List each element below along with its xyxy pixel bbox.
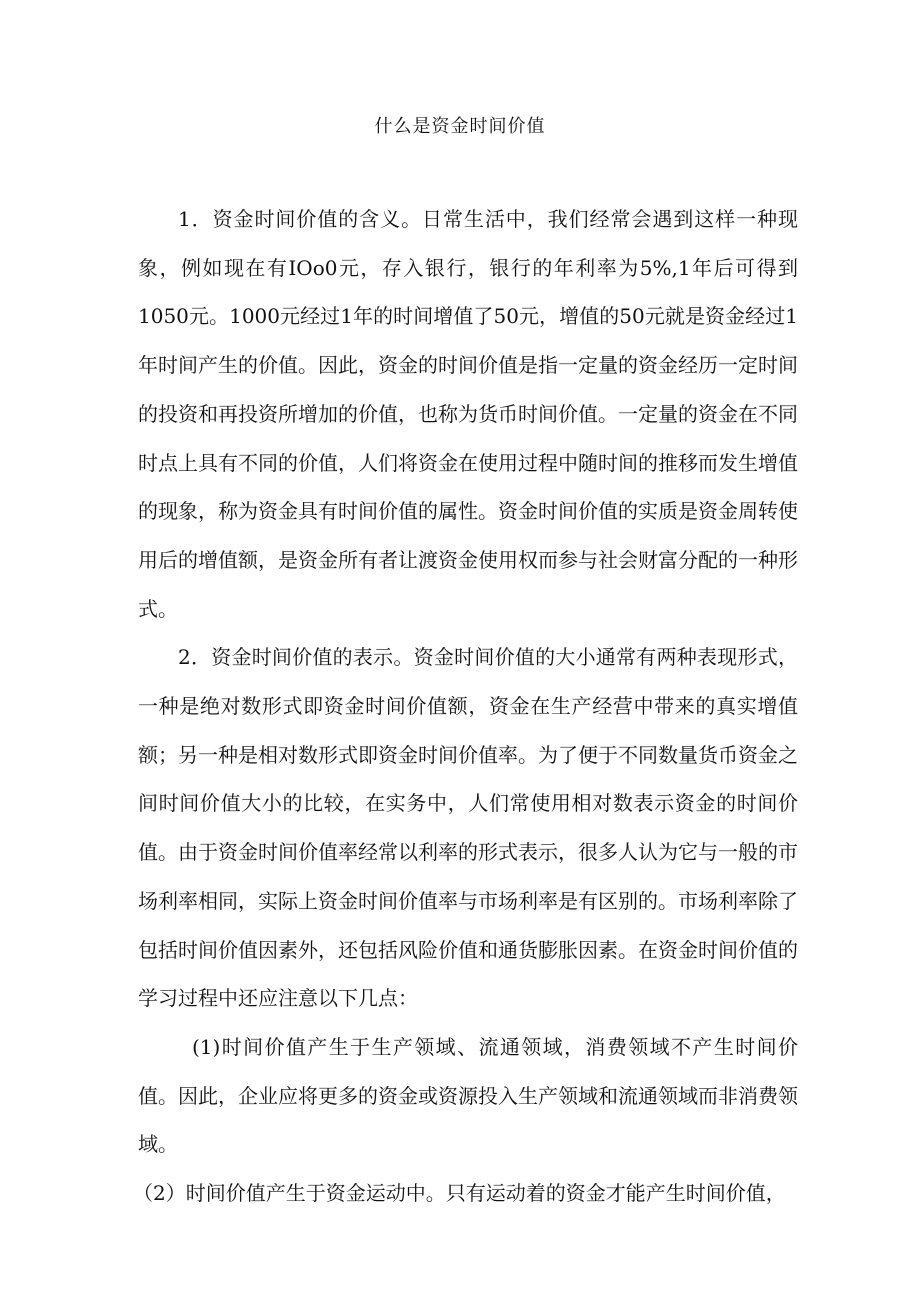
paragraph-representation: 2．资金时间价值的表示。资金时间价值的大小通常有两种表现形式，一种是绝对数形式即资金时间价值额，资金在生产经营中带来的真实增值额；另一种是相对数形式即资金时间价值率。为了便于不同数量货币资金之间时间价值大小的比较，在实务中，人们常使用相对数表示资金的时间价值。由于资金时间价值率经常以利率的形式表示，很多人认为它与一般的市场利率相同，实际上资金时间价值率与市场利率是有区别的。市场利率除了包括时间价值因素外，还包括风险价值和通货膨胀因素。在资金时间价值的学习过程中还应注意以下几点： xyxy=(138,645,798,1011)
paragraph-point-2: （2）时间价值产生于资金运动中。只有运动着的资金才能产生时间价值， xyxy=(133,1181,786,1206)
document-body xyxy=(133,195,798,1218)
paragraph-definition: 1．资金时间价值的含义。日常生活中，我们经常会遇到这样一种现象，例如现在有IOo0元，存入银行，银行的年利率为5%,1年后可得到1050元。1000元经过1年的时间增值了50元，增值的50元就是资金经过1年时间产生的价值。因此，资金的时间价值是指一定量的资金经历一定时间的投资和再投资所增加的价值，也称为货币时间价值。一定量的资金在不同时点上具有不同的价值，人们将资金在使用过程中随时间的推移而发生增值的现象，称为资金具有时间价值的属性。资金时间价值的实质是资金周转使用后的增值额，是资金所有者让渡资金使用权而参与社会财富分配的一种形式。 xyxy=(138,207,798,621)
paragraph-point-1: (1)时间价值产生于生产领域、流通领域，消费领域不产生时间价值。因此，企业应将更多的资金或资源投入生产领域和流通领域而非消费领域。 xyxy=(138,1034,798,1157)
document-title: 什么是资金时间价值 xyxy=(374,116,546,137)
